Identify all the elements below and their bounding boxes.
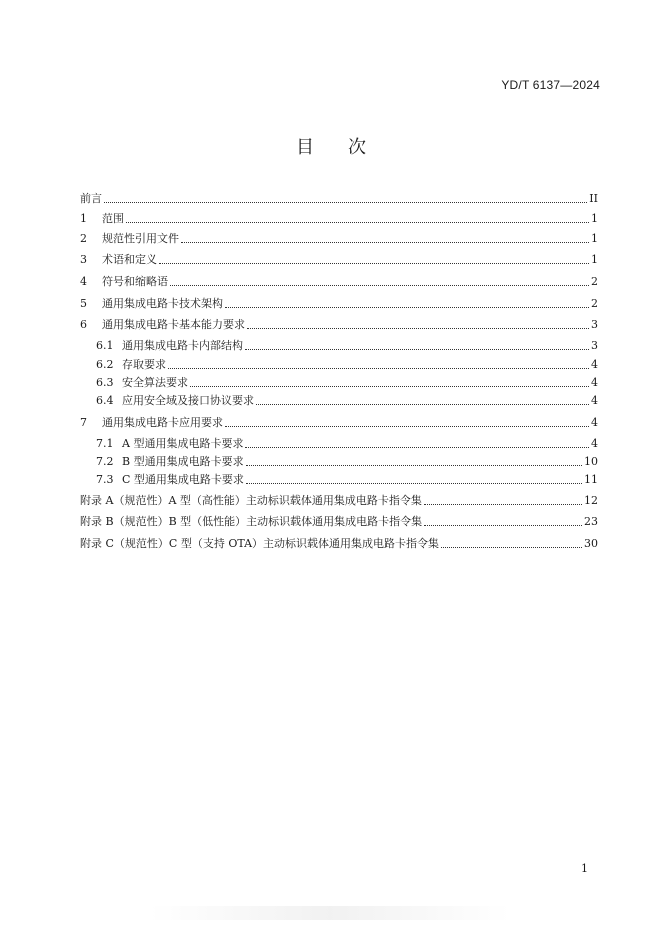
toc-entry-page: 4 (591, 376, 598, 389)
toc-leader-dots (170, 284, 589, 286)
page-title (0, 133, 662, 159)
toc-entry[interactable] (96, 455, 598, 468)
toc-entry-number: 1 (80, 212, 87, 225)
document-code: YD/T 6137—2024 (501, 78, 600, 92)
toc-leader-dots (245, 446, 589, 448)
toc-leader-dots (441, 546, 582, 548)
toc-entry[interactable] (96, 473, 598, 486)
toc-entry-label: 通用集成电路卡内部结构 (122, 339, 243, 352)
toc-leader-dots (246, 464, 582, 466)
toc-leader-dots (246, 482, 582, 484)
toc-entry[interactable] (96, 437, 598, 450)
toc-entry-number: 2 (80, 232, 87, 245)
toc-leader-dots (104, 201, 587, 203)
toc-leader-dots (126, 221, 589, 223)
toc-leader-dots (225, 306, 589, 308)
toc-entry[interactable] (80, 318, 598, 331)
toc-entry-label: 安全算法要求 (122, 376, 188, 389)
title-char-1: 目 (296, 137, 314, 158)
toc-entry[interactable] (80, 232, 598, 245)
toc-entry-page: 11 (584, 473, 598, 486)
toc-leader-dots (424, 524, 582, 526)
toc-leader-dots (190, 385, 589, 387)
toc-entry-page: 4 (591, 437, 598, 450)
toc-entry-label: 存取要求 (122, 358, 166, 371)
toc-entry-label: B 型通用集成电路卡要求 (122, 455, 244, 468)
toc-leader-dots (256, 403, 589, 405)
toc-entry-label: 前言 (80, 192, 102, 205)
toc-entry-label: 附录 B（规范性）B 型（低性能）主动标识载体通用集成电路卡指令集 (80, 515, 423, 528)
toc-entry[interactable] (96, 376, 598, 389)
toc-entry-number: 7 (80, 416, 87, 429)
toc-entry-page: 2 (591, 275, 598, 288)
toc-entry[interactable] (80, 416, 598, 429)
toc-entry[interactable] (96, 339, 598, 352)
toc-entry-number: 6.3 (96, 376, 114, 389)
toc-entry-label: 术语和定义 (102, 253, 157, 266)
toc-entry-label: 通用集成电路卡基本能力要求 (102, 318, 245, 331)
toc-entry-label: 通用集成电路卡应用要求 (102, 416, 223, 429)
toc-entry-number: 7.3 (96, 473, 114, 486)
toc-leader-dots (181, 241, 589, 243)
toc-entry-page: 3 (591, 318, 598, 331)
toc-leader-dots (168, 367, 589, 369)
toc-entry-label: 规范性引用文件 (102, 232, 179, 245)
toc-entry-page: 30 (584, 537, 598, 550)
toc-entry-page: 1 (591, 212, 598, 225)
toc-entry[interactable] (80, 537, 598, 550)
toc-entry-number: 5 (80, 297, 87, 310)
toc-entry-page: 4 (591, 394, 598, 407)
toc-leader-dots (225, 425, 589, 427)
toc-entry[interactable] (80, 253, 598, 266)
toc-entry[interactable] (96, 358, 598, 371)
toc-entry-number: 7.2 (96, 455, 114, 468)
toc-leader-dots (424, 503, 582, 505)
toc-entry[interactable] (80, 275, 598, 288)
toc-entry-number: 7.1 (96, 437, 114, 450)
toc-entry-page: 1 (591, 232, 598, 245)
title-char-2: 次 (348, 137, 366, 158)
toc-entry-label: 应用安全域及接口协议要求 (122, 394, 254, 407)
toc-entry-page: 10 (584, 455, 598, 468)
toc-leader-dots (245, 348, 589, 350)
toc-entry-number: 6.2 (96, 358, 114, 371)
toc-entry-label: 符号和缩略语 (102, 275, 168, 288)
toc-leader-dots (247, 327, 589, 329)
toc-leader-dots (159, 262, 589, 264)
toc-entry[interactable] (80, 515, 598, 528)
toc-entry[interactable] (80, 297, 598, 310)
toc-entry-number: 6 (80, 318, 87, 331)
toc-entry-label: 通用集成电路卡技术架构 (102, 297, 223, 310)
toc-entry-label: A 型通用集成电路卡要求 (122, 437, 244, 450)
toc-entry-label: C 型通用集成电路卡要求 (122, 473, 244, 486)
page-number: 1 (581, 862, 588, 875)
footer-watermark (150, 906, 510, 920)
toc-entry-page: II (589, 192, 598, 205)
toc-entry-number: 3 (80, 253, 87, 266)
toc-entry-number: 6.4 (96, 394, 114, 407)
toc-entry[interactable] (80, 192, 598, 205)
toc-entry-number: 6.1 (96, 339, 114, 352)
toc-entry-page: 4 (591, 358, 598, 371)
toc-entry-number: 4 (80, 275, 87, 288)
toc-entry-page: 3 (591, 339, 598, 352)
toc-entry-label: 范围 (102, 212, 124, 225)
toc-entry[interactable] (80, 494, 598, 507)
toc-entry-page: 12 (584, 494, 598, 507)
toc-entry[interactable] (80, 212, 598, 225)
toc-entry[interactable] (96, 394, 598, 407)
toc-entry-page: 4 (591, 416, 598, 429)
toc-entry-page: 1 (591, 253, 598, 266)
toc-entry-label: 附录 A（规范性）A 型（高性能）主动标识载体通用集成电路卡指令集 (80, 494, 422, 507)
toc-entry-page: 23 (584, 515, 598, 528)
toc-entry-page: 2 (591, 297, 598, 310)
toc-entry-label: 附录 C（规范性）C 型（支持 OTA）主动标识载体通用集成电路卡指令集 (80, 537, 440, 550)
